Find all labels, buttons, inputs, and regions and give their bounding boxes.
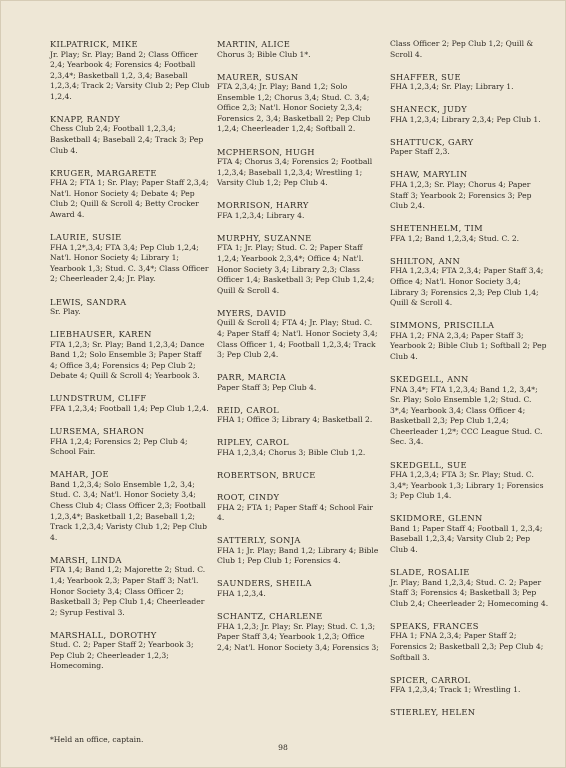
student-name: LURSEMA, SHARON (50, 426, 145, 437)
student-entry (50, 426, 210, 458)
student-activities: FHA 1,2,3; Sr. Play; Chorus 4; Paper Staff 3; Yearbook 2; Forensics 3; Pep Club 2,4. (390, 179, 532, 211)
student-activities: FHA 1,2; FNA 2,3,4; Paper Staff 3; Yearbook 2; Bible Club 1; Softball 2; Pep Club 4. (390, 330, 547, 361)
student-name: KNAPP, RANDY (50, 113, 121, 124)
student-name: SKEDGELL, ANN (390, 374, 469, 384)
student-entry (390, 72, 550, 93)
student-entry (390, 137, 550, 158)
student-name: MAHAR, JOE (50, 469, 109, 480)
student-activities: FHA 1,2*,3,4; FTA 3,4; Pep Club 1,2,4; Nat'l. Honor Society 4; Library 1; Yearbook 1,3; Stud. C. 3,4*; Class Officer 2; Cheerleader 2,4; Jr. Play. (50, 242, 209, 284)
student-name: KILPATRICK, MIKE (50, 39, 138, 49)
student-entry (217, 72, 381, 135)
student-name: SAUNDERS, SHEILA (217, 578, 312, 589)
student-activities: FHA 1,2,3,4; Sr. Play; Library 1. (390, 82, 514, 92)
student-activities: Stud. C. 2; Paper Staff 2; Yearbook 3; Pep Club 2; Cheerleader 1,2,3; Homecoming. (50, 640, 194, 671)
student-activities: FFA 1,2,3,4; Football 1,4; Pep Club 1,2,4. (50, 403, 209, 413)
student-activities: FTA 2,3,4; Jr. Play; Band 1,2; Solo Ensemble 1,2; Chorus 3,4; Stud. C. 3,4; Office 2,3; Nat'l. Honor Society 2,3,4; Forensics 2, 3,4; Basketball 2; Pep Club 1,2,4; Cheerleader 1,2,4; Softball 2. (217, 82, 371, 134)
student-entry (217, 535, 381, 567)
student-activities: FHA 1,2,3,4; FTA 2,3,4; Paper Staff 3,4; Office 4; Nat'l. Honor Society 3,4; Library 3; Forensics 2,3; Pep Club 1,4; Quill & Scroll 4. (390, 266, 544, 308)
student-activities: FFA 1,2; Band 1,2,3,4; Stud. C. 2. (390, 233, 520, 243)
student-entry (50, 630, 210, 672)
page-number: 98 (278, 743, 288, 752)
student-entry (217, 611, 381, 653)
student-entry (217, 308, 381, 361)
student-name: SIMMONS, PRISCILLA (390, 320, 495, 331)
student-name: SHETENHELM, TIM (390, 223, 483, 234)
student-name: SHAFFER, SUE (390, 71, 461, 82)
student-activities: Paper Staff 2,3. (390, 147, 450, 157)
student-name: ROOT, CINDY (217, 492, 280, 503)
column-left (50, 39, 210, 684)
student-name: SHATTUCK, GARY (390, 136, 474, 147)
student-name: SLADE, ROSALIE (390, 567, 470, 578)
student-name: RIPLEY, CAROL (217, 437, 289, 448)
student-name: SKEDGELL, SUE (390, 459, 467, 470)
student-name: MORRISON, HARRY (217, 200, 309, 211)
student-entry (217, 39, 381, 60)
student-activities: FHA 1,2,3,4; FTA 3; Sr. Play; Stud. C. 3,4*; Yearbook 1,3; Library 1; Forensics 3; Pep Club 1,4. (390, 470, 544, 501)
student-entry (390, 256, 550, 309)
student-name: KRUGER, MARGARETE (50, 167, 157, 178)
student-name: SPEAKS, FRANCES (390, 620, 479, 631)
student-entry (217, 200, 381, 221)
student-entry (50, 393, 210, 414)
student-entry (390, 513, 550, 555)
student-name: SCHANTZ, CHARLENE (217, 611, 323, 622)
student-entry (50, 469, 210, 543)
column-middle (217, 39, 381, 665)
student-entry (50, 555, 210, 618)
student-entry (390, 320, 550, 362)
student-activities: FHA 2; FTA 1; Sr. Play; Paper Staff 2,3,4; Nat'l. Honor Society 4; Debate 4; Pep Club 2; Quill & Scroll 4; Betty Crocker Award 4. (50, 178, 209, 220)
student-activities: FTA 1,2,3; Sr. Play; Band 1,2,3,4; Dance Band 1,2; Solo Ensemble 3; Paper Staff 4; Office 3,4; Forensics 4; Pep Club 2; Debate 4; Quill & Scroll 4; Yearbook 3. (50, 339, 205, 381)
student-entry (390, 374, 550, 448)
student-entry (50, 232, 210, 285)
student-activities: Band 1; Paper Staff 4; Football 1, 2,3,4; Baseball 1,2,3,4; Varsity Club 2; Pep Club 4. (390, 523, 543, 555)
student-activities: FTA 4; Chorus 3,4; Forensics 2; Football 1,2,3,4; Baseball 1,2,3,4; Wrestling 1; Varsity Club 1,2; Pep Club 4. (217, 157, 373, 188)
student-entry (390, 169, 550, 211)
student-entry (50, 114, 210, 156)
student-name: SATTERLY, SONJA (217, 535, 301, 546)
student-entry (217, 372, 381, 393)
student-entry (217, 492, 381, 524)
student-activities: Class Officer 2; Pep Club 1,2; Quill & Scroll 4. (390, 39, 534, 59)
student-activities: Sr. Play. (50, 307, 81, 316)
student-entry (217, 437, 381, 458)
student-activities: FHA 1; Jr. Play; Band 1,2; Library 4; Bible Club 1; Pep Club 1; Forensics 4. (217, 545, 379, 566)
student-name: STIERLEY, HELEN (390, 707, 476, 718)
student-activities: FHA 1; Office 3; Library 4; Basketball 2. (217, 415, 373, 425)
student-entry (217, 147, 381, 189)
student-entry (390, 223, 550, 244)
student-activities: Chess Club 2,4; Football 1,2,3,4; Basketball 4; Baseball 2,4; Track 3; Pep Club 4. (50, 124, 204, 155)
student-activities: FHA 1,2,4; Forensics 2; Pep Club 4; School Fair. (50, 436, 188, 457)
student-name: MYERS, DAVID (217, 307, 287, 318)
column-right (390, 39, 550, 729)
student-entry (217, 233, 381, 296)
student-entry (217, 470, 381, 481)
student-activities: FHA 1,2,3,4; Chorus 3; Bible Club 1,2. (217, 447, 366, 457)
student-activities: Jr. Play; Band 1,2,3,4; Stud. C. 2; Paper Staff 3; Forensics 4; Basketball 3; Pep Club 2,4; Cheerleader 2; Homecoming 4. (390, 577, 549, 608)
student-name: LIEBHAUSER, KAREN (50, 329, 152, 340)
footnote: *Held an office, captain. (50, 735, 144, 744)
student-entry (50, 329, 210, 382)
student-name: MCPHERSON, HUGH (217, 146, 315, 157)
student-activities: FTA 1; Jr. Play; Stud. C. 2; Paper Staff 1,2,4; Yearbook 2,3,4*; Office 4; Nat'l. Honor Society 3,4; Library 2,3; Class Officer 1,4; Basketball 3; Pep Club 1,2,4; Quill & Scroll 4. (217, 243, 375, 295)
student-name: SKIDMORE, GLENN (390, 513, 483, 524)
student-name: MAURER, SUSAN (217, 71, 299, 82)
student-activities: FFA 1,2,3,4; Library 4. (217, 210, 305, 220)
student-activities: FTA 1,4; Band 1,2; Majorette 2; Stud. C. 1,4; Yearbook 2,3; Paper Staff 3; Nat'l. Honor Society 3,4; Class Officer 2; Basketball 3; Pep Club 1,4; Cheerleader 2; Syrup Festival 3. (50, 565, 206, 617)
student-name: SHANECK, JUDY (390, 104, 468, 115)
student-entry (217, 405, 381, 426)
student-activities: Jr. Play; Sr. Play; Band 2; Class Officer 2,4; Yearbook 4; Forensics 4; Football 2,3,4*; Basketball 1,2, 3,4; Baseball 1,2,3,4; Track 2; Varsity Club 2; Pep Club 1,2,4. (50, 49, 210, 101)
student-activities: FHA 1,2,3,4; Library 2,3,4; Pep Club 1. (390, 114, 541, 124)
student-activities: FHA 2; FTA 1; Paper Staff 4; School Fair 4. (217, 502, 373, 523)
student-activities: FHA 1,2,3,4. (217, 588, 266, 598)
student-entry (390, 707, 550, 718)
student-name: LUNDSTRUM, CLIFF (50, 393, 147, 404)
student-entry (50, 39, 210, 102)
student-name: LAURIE, SUSIE (50, 232, 122, 243)
student-entry (390, 460, 550, 502)
student-name: MURPHY, SUZANNE (217, 232, 312, 243)
student-name: REID, CAROL (217, 404, 279, 415)
student-entry (390, 621, 550, 663)
student-name: SHAW, MARYLIN (390, 169, 468, 180)
student-name: SPICER, CARROL (390, 674, 471, 685)
student-name: ROBERTSON, BRUCE (217, 470, 316, 481)
student-activities: Paper Staff 3; Pep Club 4. (217, 382, 317, 392)
student-entry (390, 567, 550, 609)
student-entry (390, 675, 550, 696)
student-name: MARSH, LINDA (50, 554, 122, 565)
student-activities: Quill & Scroll 4; FTA 4; Jr. Play; Stud. C. 4; Paper Staff 4; Nat'l. Honor Society 3,4; Class Officer 1, 4; Football 1,2,3,4; Track 3; Pep Club 2,4. (217, 318, 378, 360)
student-name: LEWIS, SANDRA (50, 296, 127, 307)
student-entry (390, 104, 550, 125)
student-activities: FHA 1; FNA 2,3,4; Paper Staff 2; Forensics 2; Basketball 2,3; Pep Club 4; Softball 3. (390, 631, 544, 662)
student-activities: Chorus 3; Bible Club 1*. (217, 49, 311, 59)
student-name: MARTIN, ALICE (217, 39, 291, 49)
student-entry (50, 168, 210, 221)
student-entry (217, 578, 381, 599)
student-activities: FFA 1,2,3,4; Track 1; Wrestling 1. (390, 685, 521, 695)
student-entry (50, 297, 210, 318)
student-name: PARR, MARCIA (217, 372, 287, 383)
student-name: MARSHALL, DOROTHY (50, 629, 157, 640)
student-activities: Band 1,2,3,4; Solo Ensemble 1,2, 3,4; Stud. C. 3,4; Nat'l. Honor Society 3,4; Chess Club 4; Class Officer 2,3; Football 1,2,3,4*; Basketball 1,2; Baseball 1,2; Track 1,2,3,4; Varisty Club 1,2; Pep Club 4. (50, 479, 208, 542)
student-activities: FNA 3,4*; FTA 1,2,3,4; Band 1,2, 3,4*; Sr. Play; Solo Ensemble 1,2; Stud. C. 3*,4; Yearbook 3,4; Class Officer 4; Basketball 2,3; Pep Club 1,2,4; Cheerleader 1,2*; CCC League Stud. C. Sec. 3,4. (390, 384, 543, 447)
student-entry (390, 39, 550, 60)
student-name: SHILTON, ANN (390, 255, 461, 266)
student-activities: FHA 1,2,3; Jr. Play; Sr. Play; Stud. C. 1,3; Paper Staff 3,4; Yearbook 1,2,3; Office 2,4; Nat'l. Honor Society 3,4; Forensics 3; (217, 621, 379, 652)
